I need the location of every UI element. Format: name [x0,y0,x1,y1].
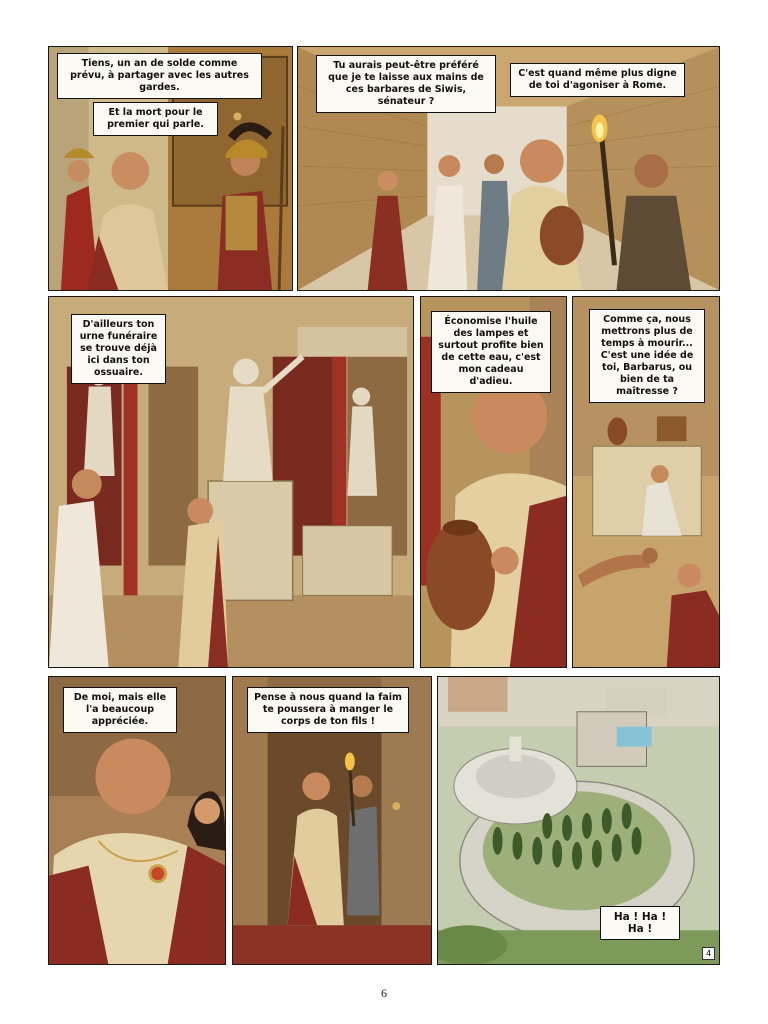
corner-number: 4 [702,947,715,960]
panel-8-mausoleum-aerial [437,676,720,965]
speech-bubble: Tu aurais peut-être préféré que je te laisse aux mains de ces barbares de Siwis, sénateur ? [316,55,496,113]
speech-bubble: Et la mort pour le premier qui parle. [93,102,218,136]
panel-7-door-closing [232,676,432,965]
panel-5-prisoners-floor [572,296,720,668]
speech-bubble: De moi, mais elle l'a beaucoup appréciée. [63,687,177,733]
panel-6-barbarus-laughing [48,676,226,965]
speech-bubble: Ha ! Ha ! Ha ! [600,906,680,940]
speech-bubble: D'ailleurs ton urne funéraire se trouve déjà ici dans ton ossuaire. [71,314,166,384]
speech-bubble: Économise l'huile des lampes et surtout profite bien de cette eau, c'est mon cadeau d'adieu. [431,311,551,393]
panel-4-urn-gift [420,296,567,668]
speech-bubble: Pense à nous quand la faim te poussera à manger le corps de ton fils ! [247,687,409,733]
panel-3-ossuary-statues [48,296,414,668]
panel-2-corridor-prisoners [297,46,720,291]
speech-bubble: Comme ça, nous mettrons plus de temps à mourir... C'est une idée de toi, Barbarus, ou bien de ta maîtresse ? [589,309,705,403]
speech-bubble: Tiens, un an de solde comme prévu, à partager avec les autres gardes. [57,53,262,99]
page-number: 6 [381,986,387,1000]
panel-1-guards-payment [48,46,293,291]
speech-bubble: C'est quand même plus digne de toi d'agoniser à Rome. [510,63,685,97]
